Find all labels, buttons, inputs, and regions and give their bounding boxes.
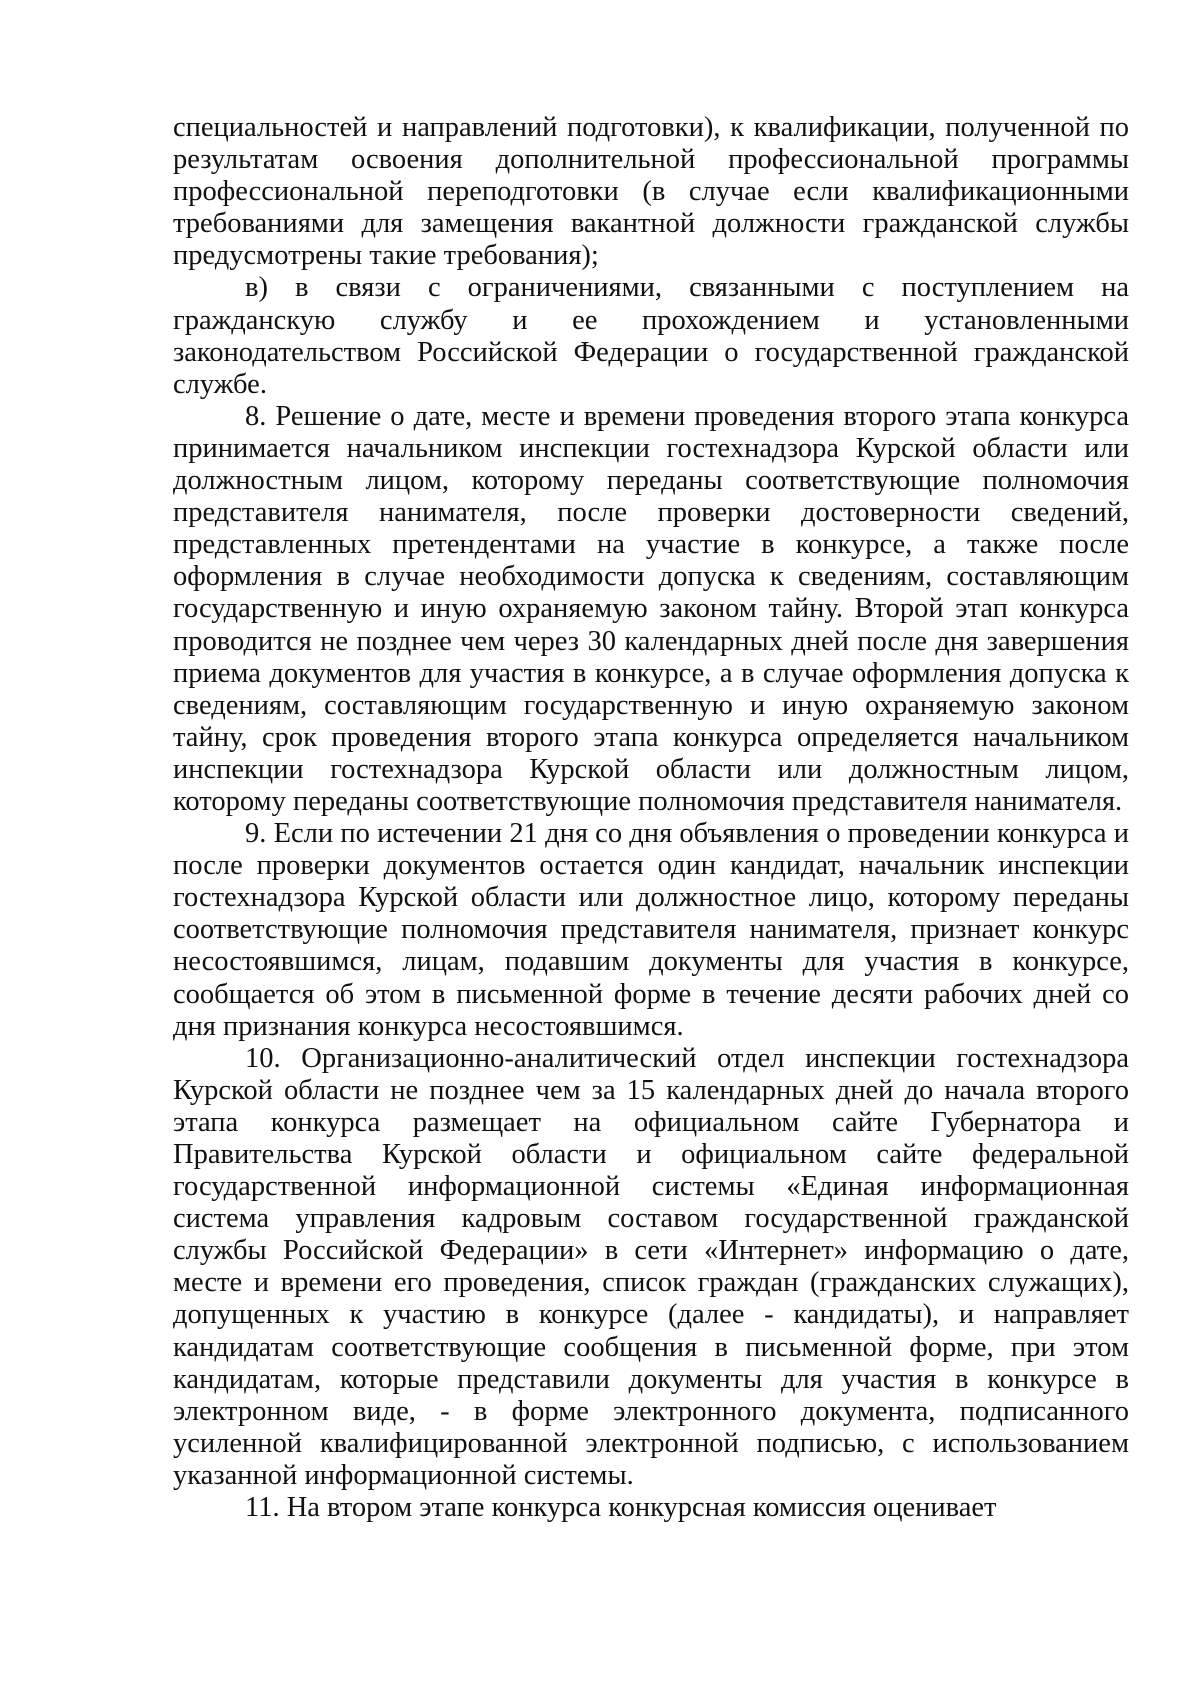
document-body (173, 112, 1129, 1524)
paragraph-9: 9. Если по истечении 21 дня со дня объявления о проведении конкурса и после проверки документов остается один кандидат, начальник инспекции гостехнадзора Курской области или должностное лицо, которому переданы соответствующие полномочия представителя нанимателя, признает конкурс несостоявшимся, лицам, подавшим документы для участия в конкурсе, сообщается об этом в письменной форме в течение десяти рабочих дней со дня признания конкурса несостоявшимся. (173, 818, 1129, 1042)
paragraph-11: 11. На втором этапе конкурса конкурсная комиссия оценивает (245, 1492, 997, 1524)
paragraph-continuation: специальностей и направлений подготовки), к квалификации, полученной по результатам освоения дополнительной профессиональной программы профессиональной переподготовки (в случае если квалификационными требованиями для замещения вакантной должности гражданской службы предусмотрены такие требования); (173, 112, 1129, 272)
paragraph-8: 8. Решение о дате, месте и времени проведения второго этапа конкурса принимается начальником инспекции гостехнадзора Курской области или должностным лицом, которому переданы соответствующие полномочия представителя нанимателя, после проверки достоверности сведений, представленных претендентами на участие в конкурсе, а также после оформления в случае необходимости допуска к сведениям, составляющим государственную и иную охраняемую законом тайну. Второй этап конкурса проводится не позднее чем через 30 календарных дней после дня завершения приема документов для участия в конкурсе, а в случае оформления допуска к сведениям, составляющим государственную и иную охраняемую законом тайну, срок проведения второго этапа конкурса определяется начальником инспекции гостехнадзора Курской области или должностным лицом, которому переданы соответствующие полномочия представителя нанимателя. (173, 400, 1129, 817)
paragraph-10: 10. Организационно-аналитический отдел инспекции гостехнадзора Курской области не позднее чем за 15 календарных дней до начала второго этапа конкурса размещает на официальном сайте Губернатора и Правительства Курской области и официальном сайте федеральной государственной информационной системы «Единая информационная система управления кадровым составом государственной гражданской службы Российской Федерации» в сети «Интернет» информацию о дате, месте и времени его проведения, список граждан (гражданских служащих), допущенных к участию в конкурсе (далее - кандидаты), и направляет кандидатам соответствующие сообщения в письменной форме, при этом кандидатам, которые представили документы для участия в конкурсе в электронном виде, - в форме электронного документа, подписанного усиленной квалифицированной электронной подписью, с использованием указанной информационной системы. (173, 1042, 1129, 1491)
paragraph-item-v: в) в связи с ограничениями, связанными с поступлением на гражданскую службу и ее прохождением и установленными законодательством Российской Федерации о государственной гражданской службе. (173, 272, 1129, 400)
